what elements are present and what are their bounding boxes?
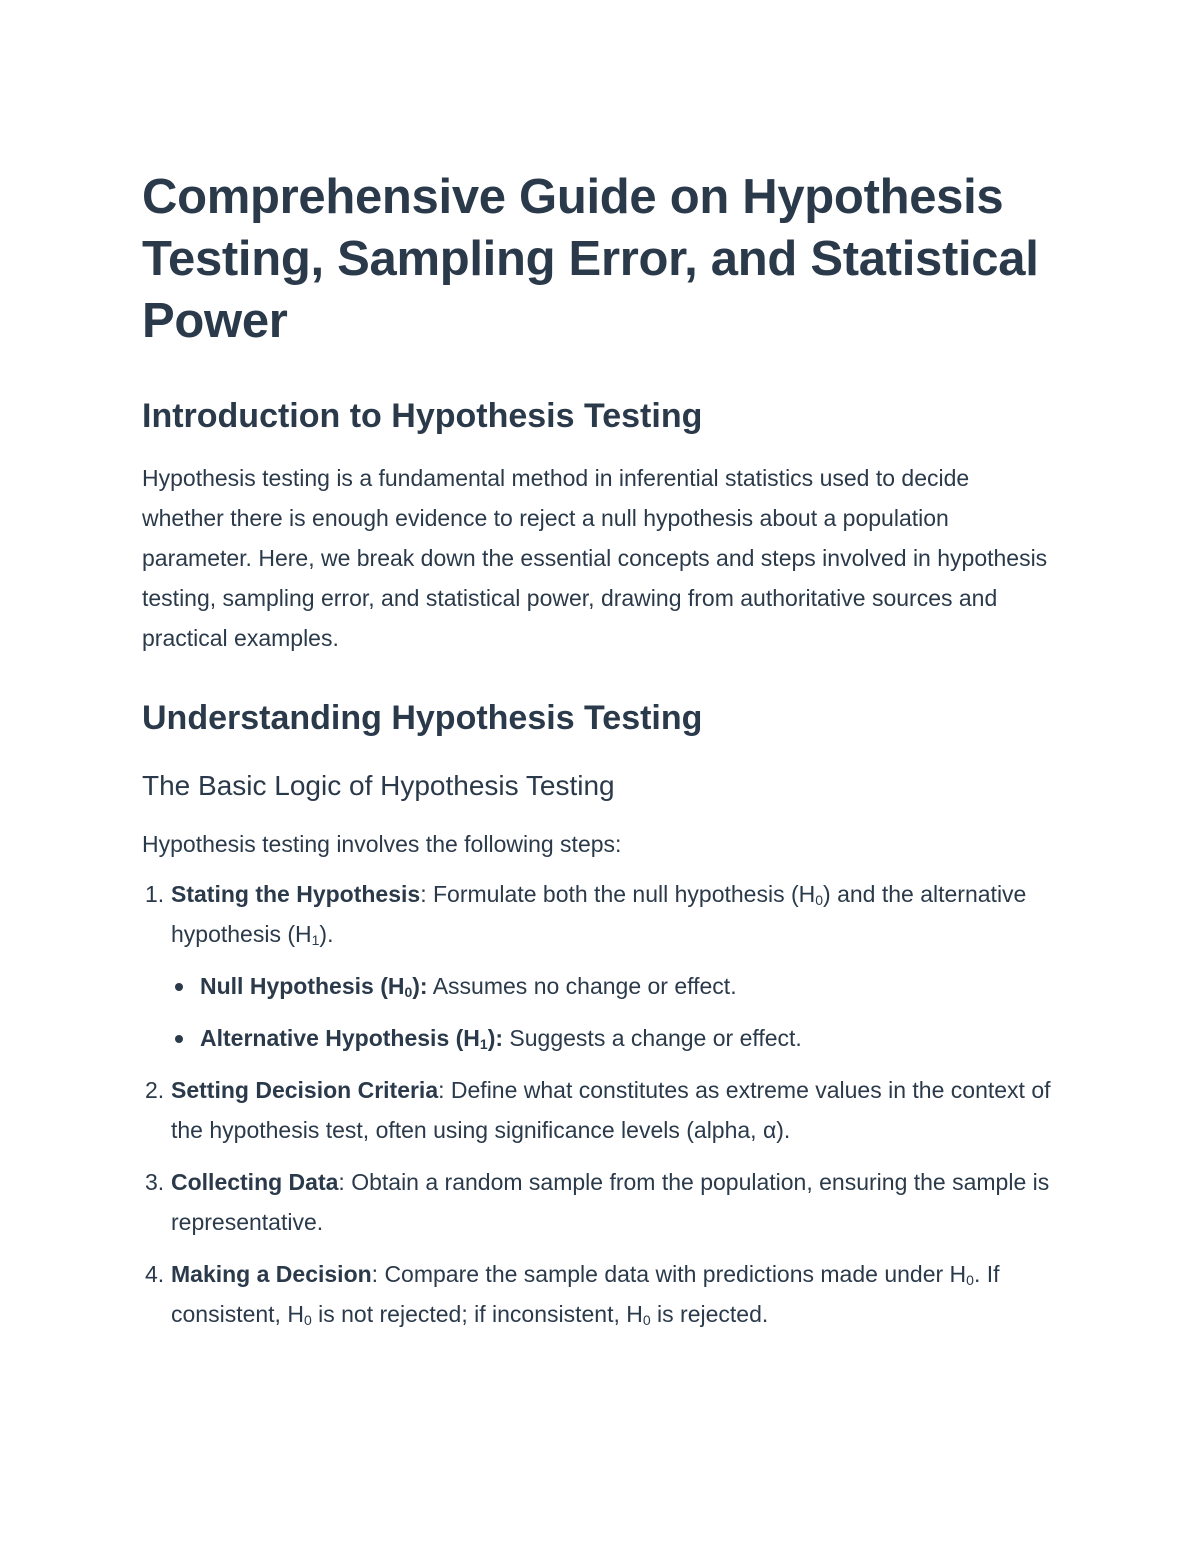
subsection-heading-basic-logic: The Basic Logic of Hypothesis Testing [142, 770, 615, 801]
section-heading-intro: Introduction to Hypothesis Testing [142, 397, 703, 435]
step-text: . If consistent, H [171, 1261, 1000, 1327]
bullet-item-alternative [171, 1018, 1055, 1058]
section-heading-understanding: Understanding Hypothesis Testing [142, 699, 703, 737]
bullet-item-null [171, 966, 1055, 1006]
step-number: 4. [145, 1261, 165, 1287]
step-number: 3. [145, 1169, 165, 1195]
intro-paragraph: Hypothesis testing is a fundamental method in inferential statistics used to decide whether there is enough evidence to reject a null hypothesis about a population parameter. Here, we break down the essential concepts and steps involved in hypothesis testing, sampling error, and statistical power, drawing from authoritative sources and practical examples. [142, 465, 1048, 651]
step-item-2 [142, 1070, 1055, 1150]
steps-list [142, 874, 1060, 1334]
step-number: 2. [145, 1077, 165, 1103]
step-term: Collecting Data [171, 1169, 339, 1195]
step-term: Making a Decision [171, 1261, 372, 1287]
step-text: ) and the alternative hypothesis (H [171, 881, 1027, 947]
step-number: 1. [145, 881, 165, 907]
step-term: Setting Decision Criteria [171, 1077, 439, 1103]
document-title: Comprehensive Guide on Hypothesis Testing, Sampling Error, and Statistical Power [142, 170, 1039, 348]
subscript: 0 [642, 1312, 651, 1328]
step-item-4 [142, 1254, 1055, 1334]
bullet-dot-icon [175, 1035, 183, 1043]
step-term: Stating the Hypothesis [171, 881, 421, 907]
bullet-text: Assumes no change or effect. [427, 973, 737, 999]
subscript: 1 [479, 1036, 488, 1052]
bullet-term: Alternative Hypothesis $(H_1)$: [200, 1025, 504, 1052]
bullet-text: Suggests a change or effect. [503, 1025, 802, 1051]
step-item-3 [142, 1162, 1055, 1242]
subscript: 1 [311, 932, 320, 948]
hypothesis-bullet-list [171, 966, 1055, 1058]
subscript: 0 [303, 1312, 312, 1328]
step-text: is rejected. [650, 1301, 769, 1327]
step-text: : Obtain a random sample from the population, ensuring the sample is representative. [171, 1169, 1050, 1235]
step-text: ). [319, 921, 334, 947]
bullet-term: Null Hypothesis $(H_0)$: [200, 973, 428, 1000]
step-text: : Formulate both the null hypothesis (H [420, 881, 816, 907]
subscript: 0 [815, 892, 824, 908]
step-item-1 [142, 874, 1055, 1058]
step-text: : Compare the sample data with predictions made under H [371, 1261, 967, 1287]
bullet-dot-icon [175, 983, 183, 991]
step-text: is not rejected; if inconsistent, H [311, 1301, 643, 1327]
subscript: 0 [404, 984, 413, 1000]
subscript: 0 [966, 1272, 974, 1288]
steps-lead-text: Hypothesis testing involves the following steps: [142, 831, 622, 857]
step-text: : Define what constitutes as extreme values in the context of the hypothesis test, often using significance levels (alpha, α). [171, 1077, 1051, 1143]
